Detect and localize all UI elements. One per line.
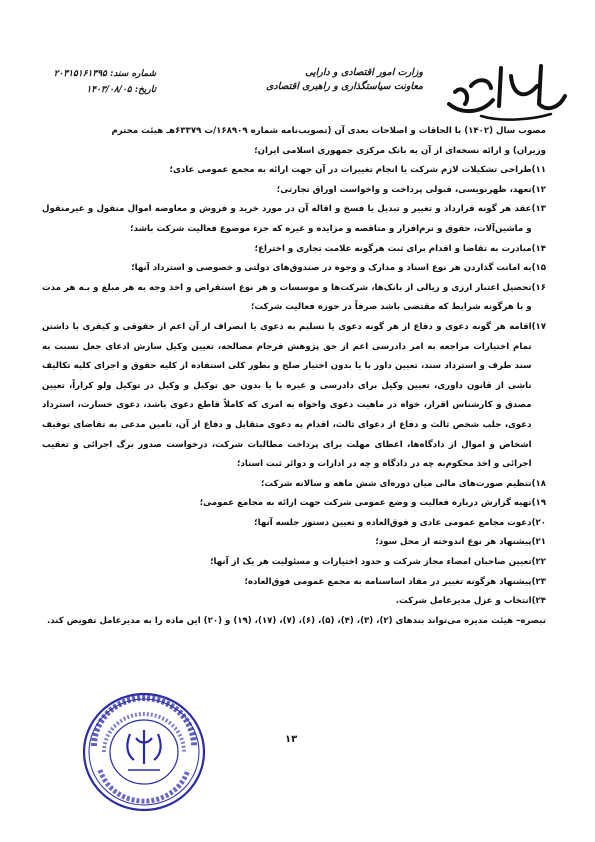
clause-item bbox=[42, 200, 546, 239]
clause-text: تحصیل اعتبار ارزی و ریالی از بانک‌ها، شرکت‌ها و موسسات و هر نوع استقراض و اخذ وجه به هر مبلغ و بـه هر مدت و با هرگونه شرایط که مقتضی باشد صرفاً در حوزه فعالیت شرکت؛ bbox=[42, 282, 532, 313]
clause-text: انتخاب و عزل مدیرعامل شرکت. bbox=[395, 596, 532, 607]
national-finance-center-logo bbox=[441, 56, 571, 122]
clause-item bbox=[42, 161, 546, 181]
clause-item bbox=[42, 533, 546, 553]
clause-item bbox=[42, 592, 546, 612]
clause-item bbox=[42, 494, 546, 514]
clause-text: به امانت گذاردن هر نوع اسناد و مدارک و وجوه در صندوق‌های دولتی و خصوصی و استرداد آنها؛ bbox=[131, 263, 532, 274]
clause-text: اقامه هر گونه دعوی و دفاع از هر گونه دعوی یا تسلیم به دعوی یا انصراف از آن اعم از حقوقی و کیفری با داشتن تمام اختیارات مراجعه به امر دادرسی اعم از حق پژوهش فرجام مصالحه، تعیین وکیل سازش ادعای جعل نسبت به سند طرف و استرداد سند، تعیین داور با یا بدون اختیار صلح و بطور کلی استفاده از کلیه حقوق و اجرای کلیه تکالیف ناشی از قانون داوری، تعیین وکیل برای دادرسی و غیره با یا بدون حق توکیل و وکیل در توکیل ولو کراراً، تعیین مصدق و کارشناس اقرار، خواه در ماهیت دعوی واخواه به امری که کاملاً قاطع دعوی باشد، دعوی خسارت، استرداد دعوی، جلب شخص ثالث و دفاع از دعوای ثالث، اقدام به دعوی متقابل و دفاع از آن، تامین مدعی به تقاضای توقیف اشخاص و اموال از دادگاه‌ها، اعطای مهلت برای پرداخت مطالبات شرکت، درخواست صدور برگ اجرائی و تعقیب اجرائی و اخذ محکوم‌به چه در دادگاه و چه در ادارات و دوائر ثبت اسناد؛ bbox=[42, 321, 532, 470]
clause-number: ۱۵) bbox=[531, 263, 546, 274]
clause-text: عقد هر گونه قرارداد و تغییر و تبدیل یا فسخ و اقاله آن در مورد خرید و فروش و معاوضه اموال منقول و غیرمنقول و ماشین‌آلات، حقوق و نرم‌افزار و مناقصه و مزایده و غیره که جزء موضوع فعالیت شرکت باشد؛ bbox=[42, 204, 532, 234]
note-text: هیئت مدیره می‌تواند بندهای (۲)، (۳)، (۴)، (۵)، (۶)، (۷)، (۱۷)، (۱۹) و (۲۰) این ماده را به مدیرعامل تفویض کند. bbox=[47, 615, 514, 626]
ministry-title bbox=[266, 66, 423, 94]
intro-line-2: وزیران) و ارائه نسخه‌ای از آن به بانک مرکزی جمهوری اسلامی ایران؛ bbox=[254, 145, 546, 156]
clause-number: ۲۱) bbox=[531, 537, 546, 548]
document-number-row bbox=[36, 66, 156, 82]
document-number: ۲۰۳۱۵۱۶۱۳۹۵ bbox=[53, 69, 107, 79]
clause-number: ۱۹) bbox=[531, 498, 546, 509]
clause-number: ۱۱) bbox=[531, 165, 546, 176]
clause-text: پیشنهاد هر نوع اندوخته از محل سود؛ bbox=[375, 537, 532, 548]
clause-number: ۱۲) bbox=[531, 184, 546, 195]
clause-item bbox=[42, 475, 546, 495]
document-number-label: شماره سند: bbox=[110, 69, 156, 79]
clause-text: تهیه گزارش درباره فعالیت و وضع عمومی شرکت جهت ارائه به مجامع عمومی؛ bbox=[199, 498, 532, 509]
clause-number: ۱۷) bbox=[531, 321, 546, 332]
clause-number: ۱۶) bbox=[531, 282, 546, 293]
ministry-line-2: معاونت سیاستگذاری و راهبری اقتصادی bbox=[265, 81, 423, 92]
ministry-line-1: وزارت امور اقتصادی و دارایی bbox=[305, 67, 423, 78]
clause-item bbox=[42, 259, 546, 279]
clause-number: ۲۳) bbox=[531, 576, 546, 587]
clause-text: پیشنهاد هرگونه تغییر در مفاد اساسنامه به مجمع عمومی فوق‌العاده؛ bbox=[244, 576, 532, 587]
clause-item bbox=[42, 279, 546, 318]
clause-number: ۱۴) bbox=[531, 243, 546, 254]
clause-list bbox=[42, 161, 546, 612]
clause-number: ۱۸) bbox=[531, 478, 546, 489]
clause-item bbox=[42, 573, 546, 593]
intro-line-1: مصوب سال (۱۴۰۲) با الحاقات و اصلاحات بعدی آن (تصویب‌نامه شماره ۱۶۸۹۰۹/ت ۶۳۳۷۹هـ هیئت محترم bbox=[111, 126, 546, 136]
clause-text: مبادرت به تقاضا و اقدام برای ثبت هرگونه علامت تجاری و اختراع؛ bbox=[254, 243, 532, 254]
clause-item bbox=[42, 514, 546, 534]
document-body bbox=[42, 122, 546, 631]
document-meta bbox=[36, 66, 156, 98]
clause-number: ۲۲) bbox=[531, 557, 546, 568]
page-number: ۱۳ bbox=[285, 734, 298, 745]
clause-text: تنظیم صورت‌های مالی میان دوره‌ای شش ماهه و سالانه شرکت؛ bbox=[260, 478, 532, 489]
clause-text: طراحی تشکیلات لازم شرکت یا انجام تغییرات در آن جهت ارائه به مجمع عمومی عادی؛ bbox=[169, 165, 532, 176]
clause-number: ۲۴) bbox=[531, 596, 546, 607]
clause-text: تعیین صاحبان امضاء مجاز شرکت و حدود اختیارات و مسئولیت هر یک از آنها؛ bbox=[210, 557, 532, 568]
letterhead bbox=[0, 56, 595, 118]
date-row bbox=[36, 82, 156, 98]
clause-item bbox=[42, 181, 546, 201]
note-label: تبصره– bbox=[516, 615, 546, 626]
date-label: تاریخ: bbox=[134, 85, 156, 95]
clause-item bbox=[42, 553, 546, 573]
clause-text: دعوت مجامع عمومی عادی و فوق‌العاده و تعیین دستور جلسه آنها؛ bbox=[254, 517, 532, 528]
clause-text: تعهد، ظهرنویسی، قبولی پرداخت و واخواست اوراق تجارتی؛ bbox=[276, 184, 532, 195]
document-date: ۱۴۰۳/۰۸/۰۵ bbox=[86, 85, 132, 95]
clause-item bbox=[42, 318, 546, 475]
note-paragraph bbox=[42, 612, 546, 632]
official-seal-stamp bbox=[78, 688, 210, 816]
clause-item bbox=[42, 240, 546, 260]
clause-number: ۱۳) bbox=[531, 204, 546, 215]
clause-number: ۲۰) bbox=[531, 517, 546, 528]
